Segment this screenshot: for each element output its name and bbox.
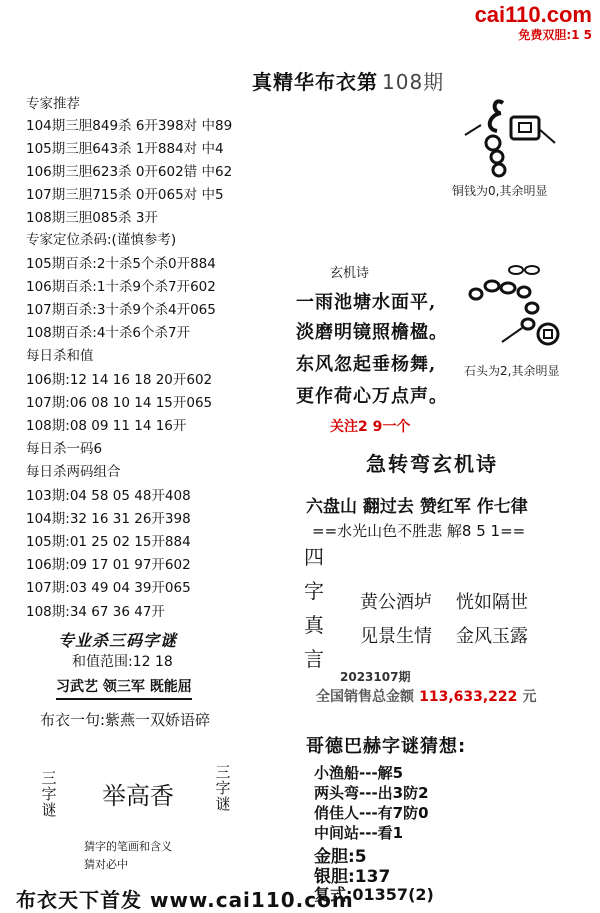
sales-label: 全国销售总金额 — [316, 689, 414, 705]
riddle-right-label: 三字谜 — [215, 763, 231, 813]
coin-caption: 铜钱为0,其余明显 — [452, 184, 548, 198]
idiom: 见景生情 — [360, 626, 432, 647]
sum-range: 和值范围:12 18 — [72, 654, 173, 670]
turn-poem-line: 六盘山 翻过去 赞红军 作七律 — [306, 497, 528, 517]
sales-amount: 113,633,222 — [419, 689, 518, 705]
three-code-phrase: 习武艺 领三军 既能屈 — [56, 676, 192, 700]
title-issue: 108期 — [382, 70, 445, 94]
guess-line: 俏佳人---有7防0 — [314, 804, 429, 822]
coin-figure-illustration — [455, 95, 565, 180]
site-logo: cai110.com — [474, 2, 592, 27]
footer-banner: 布衣天下首发 www.cai110.com — [16, 888, 354, 912]
sales-row — [316, 686, 537, 706]
poem-line: 更作荷心万点声。 — [296, 386, 448, 407]
poem-line: 一雨池塘水面平, — [296, 292, 437, 313]
two-code-heading: 每日杀两码组合 — [26, 464, 121, 480]
expert-line: 105期三胆643杀 1开884对 中4 — [26, 141, 224, 157]
poem-line: 淡磨明镜照檐楹。 — [296, 322, 448, 343]
turn-poem-heading: 急转弯玄机诗 — [366, 452, 498, 476]
expert-line: 108期三胆085杀 3开 — [26, 210, 158, 226]
position-kill-line: 106期百杀:1十杀9个杀7开602 — [26, 279, 216, 295]
poem-heading: 玄机诗 — [330, 266, 370, 281]
idiom: 金风玉露 — [456, 626, 528, 647]
guess-line: 中间站---看1 — [314, 824, 404, 842]
compound-combo: 复式:01357(2) — [314, 885, 434, 904]
expert-heading: 专家推荐 — [26, 96, 80, 112]
position-kill-line: 105期百杀:2十杀5个杀0开884 — [26, 256, 216, 272]
riddle-word: 举高香 — [102, 782, 174, 810]
riddle-left-label: 三字谜 — [41, 769, 57, 819]
turn-poem-answer: ==水光山色不胜悲 解8 5 1== — [312, 522, 526, 540]
page-title — [252, 66, 444, 95]
poem-line: 东风忽起垂杨舞, — [296, 354, 437, 375]
two-code-line: 104期:32 16 31 26开398 — [26, 511, 191, 527]
expert-line: 106期三胆623杀 0开602错 中62 — [26, 164, 233, 180]
position-kill-line: 107期百杀:3十杀9个杀4开065 — [26, 302, 216, 318]
stone-figure-illustration — [462, 262, 582, 352]
two-code-line: 107期:03 49 04 39开065 — [26, 580, 191, 596]
daily-sum-heading: 每日杀和值 — [26, 348, 94, 364]
guess-heading: 哥德巴赫字谜猜想: — [306, 736, 467, 757]
two-code-line: 105期:01 25 02 15开884 — [26, 534, 191, 550]
expert-line: 107期三胆715杀 0开065对 中5 — [26, 187, 224, 203]
free-double-tip: 免费双胆:1 5 — [518, 28, 592, 42]
daily-sum-line: 107期:06 08 10 14 15开065 — [26, 395, 213, 411]
expert-line: 104期三胆849杀 6开398对 中89 — [26, 118, 233, 134]
three-code-heading: 专业杀三码字谜 — [58, 631, 178, 650]
sales-issue: 2023107期 — [340, 670, 411, 684]
guess-line: 小渔船---解5 — [314, 764, 404, 782]
two-code-line: 108期:34 67 36 47开 — [26, 604, 165, 620]
title-main: 真精华布衣第 — [252, 70, 378, 94]
silver-dan: 银胆:137 — [314, 867, 391, 887]
buyi-sentence: 布衣一句:紫燕一双娇语碎 — [40, 711, 211, 729]
idiom: 恍如隔世 — [456, 592, 528, 613]
daily-kill-one: 每日杀一码6 — [26, 441, 103, 457]
riddle-note-hit: 猜对必中 — [84, 858, 128, 871]
four-word-label: 四字真言 — [304, 545, 324, 671]
idiom: 黄公酒垆 — [360, 592, 432, 613]
guess-line: 两头弯---出3防2 — [314, 784, 429, 802]
sales-unit: 元 — [522, 689, 537, 705]
position-kill-line: 108期百杀:4十杀6个杀7开 — [26, 325, 191, 341]
daily-sum-line: 106期:12 14 16 18 20开602 — [26, 372, 213, 388]
position-kill-heading: 专家定位杀码:(谨慎参考) — [26, 232, 177, 248]
stone-caption: 石头为2,其余明显 — [464, 364, 560, 378]
daily-sum-line: 108期:08 09 11 14 16开 — [26, 418, 187, 434]
gold-dan: 金胆:5 — [314, 847, 367, 867]
two-code-line: 106期:09 17 01 97开602 — [26, 557, 191, 573]
two-code-line: 103期:04 58 05 48开408 — [26, 488, 191, 504]
riddle-note: 猜字的笔画和含义 — [84, 840, 172, 853]
follow-tip: 关注2 9一个 — [330, 419, 411, 435]
